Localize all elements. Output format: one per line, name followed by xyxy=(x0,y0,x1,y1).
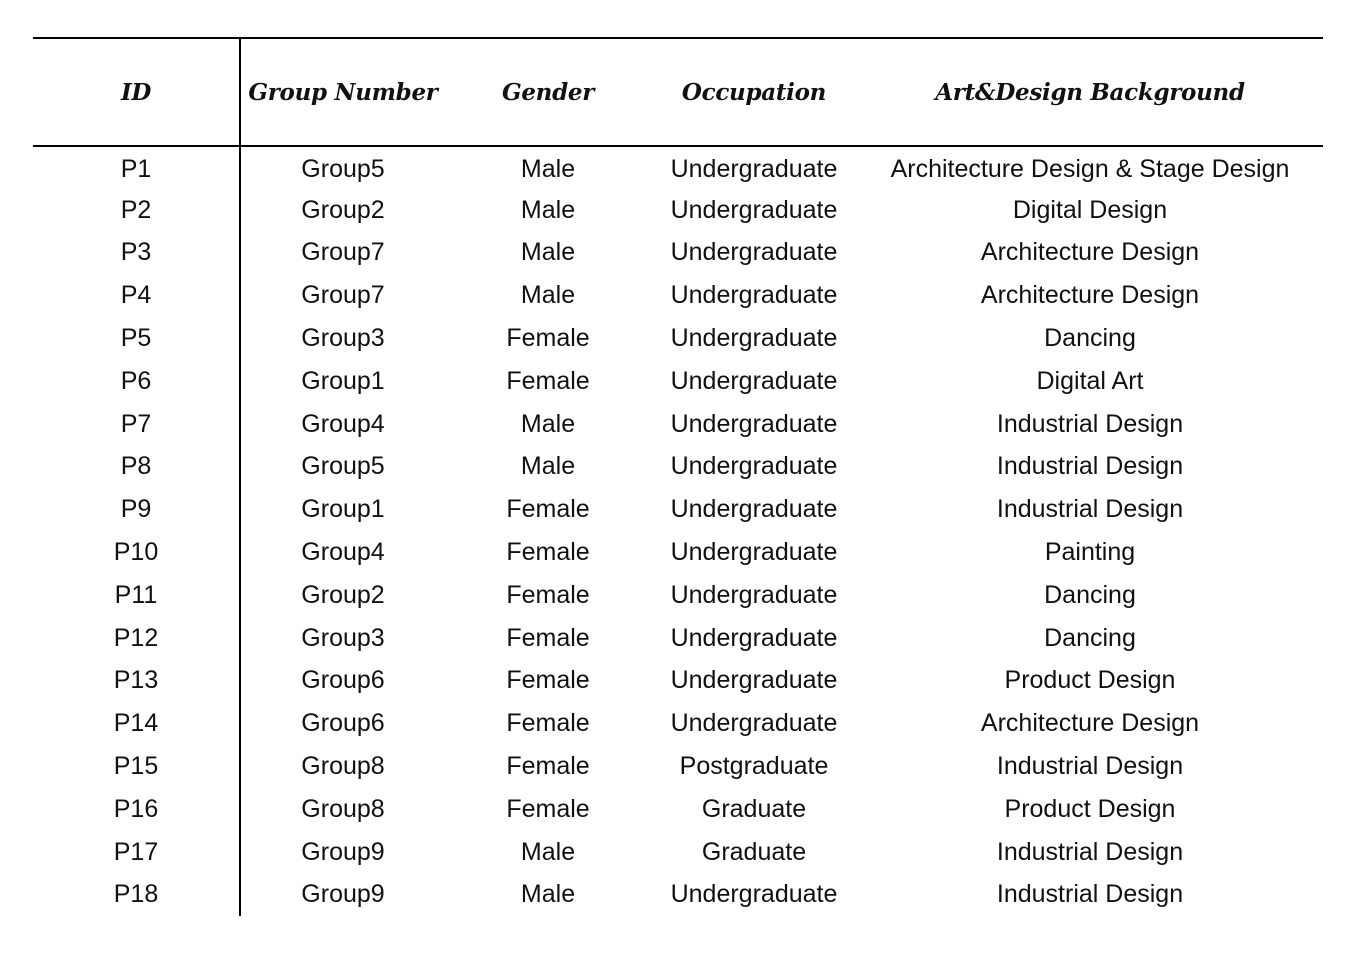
table-row xyxy=(33,617,1323,660)
participants-table-container xyxy=(33,37,1323,916)
cell-group-number: Group4 xyxy=(301,409,385,438)
table-row xyxy=(33,702,1323,745)
cell-background: Industrial Design xyxy=(996,837,1184,866)
table-row xyxy=(33,531,1323,574)
cell-gender: Female xyxy=(506,538,590,567)
cell-id: P8 xyxy=(33,446,240,489)
cell-occupation: Undergraduate xyxy=(670,538,838,567)
table-row xyxy=(33,189,1323,232)
cell-group-number: Group6 xyxy=(301,666,385,695)
cell-background: Digital Design xyxy=(1012,195,1168,224)
cell-occupation: Undergraduate xyxy=(670,452,838,481)
cell-group-number: Group9 xyxy=(301,837,385,866)
table-row xyxy=(33,874,1323,917)
cell-occupation: Undergraduate xyxy=(670,709,838,738)
header-row xyxy=(33,38,1323,146)
cell-background: Digital Art xyxy=(1036,366,1144,395)
header-background: Art&Design Background xyxy=(857,38,1323,146)
cell-group-number: Group5 xyxy=(301,154,385,183)
cell-gender: Female xyxy=(506,794,590,823)
cell-group-number: Group4 xyxy=(301,538,385,567)
cell-group-number: Group1 xyxy=(301,495,385,524)
cell-background: Dancing xyxy=(1044,580,1136,609)
cell-gender: Male xyxy=(520,409,576,438)
cell-group-number: Group5 xyxy=(301,452,385,481)
cell-id: P7 xyxy=(33,403,240,446)
cell-group-number: Group9 xyxy=(301,880,385,909)
cell-gender: Female xyxy=(506,709,590,738)
cell-id: P3 xyxy=(33,232,240,275)
cell-group-number: Group6 xyxy=(301,709,385,738)
table-row xyxy=(33,745,1323,788)
cell-group-number: Group2 xyxy=(301,580,385,609)
cell-group-number: Group8 xyxy=(301,752,385,781)
cell-occupation: Undergraduate xyxy=(670,324,838,353)
cell-group-number: Group1 xyxy=(301,366,385,395)
table-row xyxy=(33,831,1323,874)
cell-occupation: Undergraduate xyxy=(670,366,838,395)
cell-gender: Male xyxy=(520,880,576,909)
cell-id: P2 xyxy=(33,189,240,232)
table-row xyxy=(33,360,1323,403)
cell-background: Industrial Design xyxy=(996,495,1184,524)
cell-gender: Female xyxy=(506,623,590,652)
cell-background: Industrial Design xyxy=(996,880,1184,909)
cell-occupation: Graduate xyxy=(701,837,807,866)
table-row xyxy=(33,574,1323,617)
cell-occupation: Undergraduate xyxy=(670,195,838,224)
cell-occupation: Graduate xyxy=(701,794,807,823)
cell-id: P10 xyxy=(33,531,240,574)
cell-id: P18 xyxy=(33,874,240,917)
cell-group-number: Group3 xyxy=(301,623,385,652)
table-row xyxy=(33,446,1323,489)
cell-background: Product Design xyxy=(1004,666,1176,695)
cell-id: P16 xyxy=(33,788,240,831)
cell-gender: Female xyxy=(506,752,590,781)
table-header xyxy=(33,38,1323,146)
cell-occupation: Undergraduate xyxy=(670,409,838,438)
cell-id: P4 xyxy=(33,274,240,317)
cell-background: Architecture Design xyxy=(980,709,1200,738)
cell-background: Industrial Design xyxy=(996,752,1184,781)
cell-occupation: Undergraduate xyxy=(670,666,838,695)
cell-id: P11 xyxy=(33,574,240,617)
cell-group-number: Group7 xyxy=(301,238,385,267)
cell-id: P14 xyxy=(33,702,240,745)
cell-occupation: Undergraduate xyxy=(670,238,838,267)
cell-background: Architecture Design & Stage Design xyxy=(890,154,1290,183)
cell-group-number: Group8 xyxy=(301,794,385,823)
table-row xyxy=(33,403,1323,446)
cell-occupation: Undergraduate xyxy=(670,880,838,909)
header-id: ID xyxy=(33,38,240,146)
cell-occupation: Undergraduate xyxy=(670,580,838,609)
cell-gender: Female xyxy=(506,324,590,353)
cell-group-number: Group2 xyxy=(301,195,385,224)
header-occupation: Occupation xyxy=(651,38,857,146)
header-gender: Gender xyxy=(445,38,651,146)
header-group-number: Group Number xyxy=(240,38,445,146)
table-row xyxy=(33,788,1323,831)
cell-occupation: Undergraduate xyxy=(670,154,838,183)
table-row xyxy=(33,232,1323,275)
cell-occupation: Undergraduate xyxy=(670,281,838,310)
cell-id: P12 xyxy=(33,617,240,660)
cell-occupation: Undergraduate xyxy=(670,623,838,652)
cell-gender: Male xyxy=(520,837,576,866)
cell-background: Product Design xyxy=(1004,794,1176,823)
cell-background: Industrial Design xyxy=(996,452,1184,481)
cell-background: Painting xyxy=(1044,538,1136,567)
cell-group-number: Group7 xyxy=(301,281,385,310)
cell-background: Dancing xyxy=(1044,324,1136,353)
cell-background: Industrial Design xyxy=(996,409,1184,438)
cell-id: P15 xyxy=(33,745,240,788)
cell-background: Architecture Design xyxy=(980,238,1200,267)
cell-gender: Male xyxy=(520,281,576,310)
cell-id: P5 xyxy=(33,317,240,360)
cell-background: Dancing xyxy=(1044,623,1136,652)
table-row xyxy=(33,146,1323,189)
cell-occupation: Postgraduate xyxy=(679,752,829,781)
cell-id: P13 xyxy=(33,660,240,703)
cell-id: P6 xyxy=(33,360,240,403)
cell-gender: Male xyxy=(520,195,576,224)
cell-id: P9 xyxy=(33,488,240,531)
cell-gender: Male xyxy=(520,238,576,267)
cell-background: Architecture Design xyxy=(980,281,1200,310)
cell-gender: Male xyxy=(520,154,576,183)
cell-group-number: Group3 xyxy=(301,324,385,353)
cell-gender: Female xyxy=(506,666,590,695)
cell-gender: Female xyxy=(506,366,590,395)
cell-occupation: Undergraduate xyxy=(670,495,838,524)
table-row xyxy=(33,317,1323,360)
table-row xyxy=(33,274,1323,317)
cell-gender: Female xyxy=(506,495,590,524)
table-row xyxy=(33,660,1323,703)
cell-gender: Male xyxy=(520,452,576,481)
cell-id: P1 xyxy=(33,146,240,189)
cell-id: P17 xyxy=(33,831,240,874)
table-body xyxy=(33,146,1323,916)
cell-gender: Female xyxy=(506,580,590,609)
participants-table xyxy=(33,37,1323,916)
table-row xyxy=(33,488,1323,531)
